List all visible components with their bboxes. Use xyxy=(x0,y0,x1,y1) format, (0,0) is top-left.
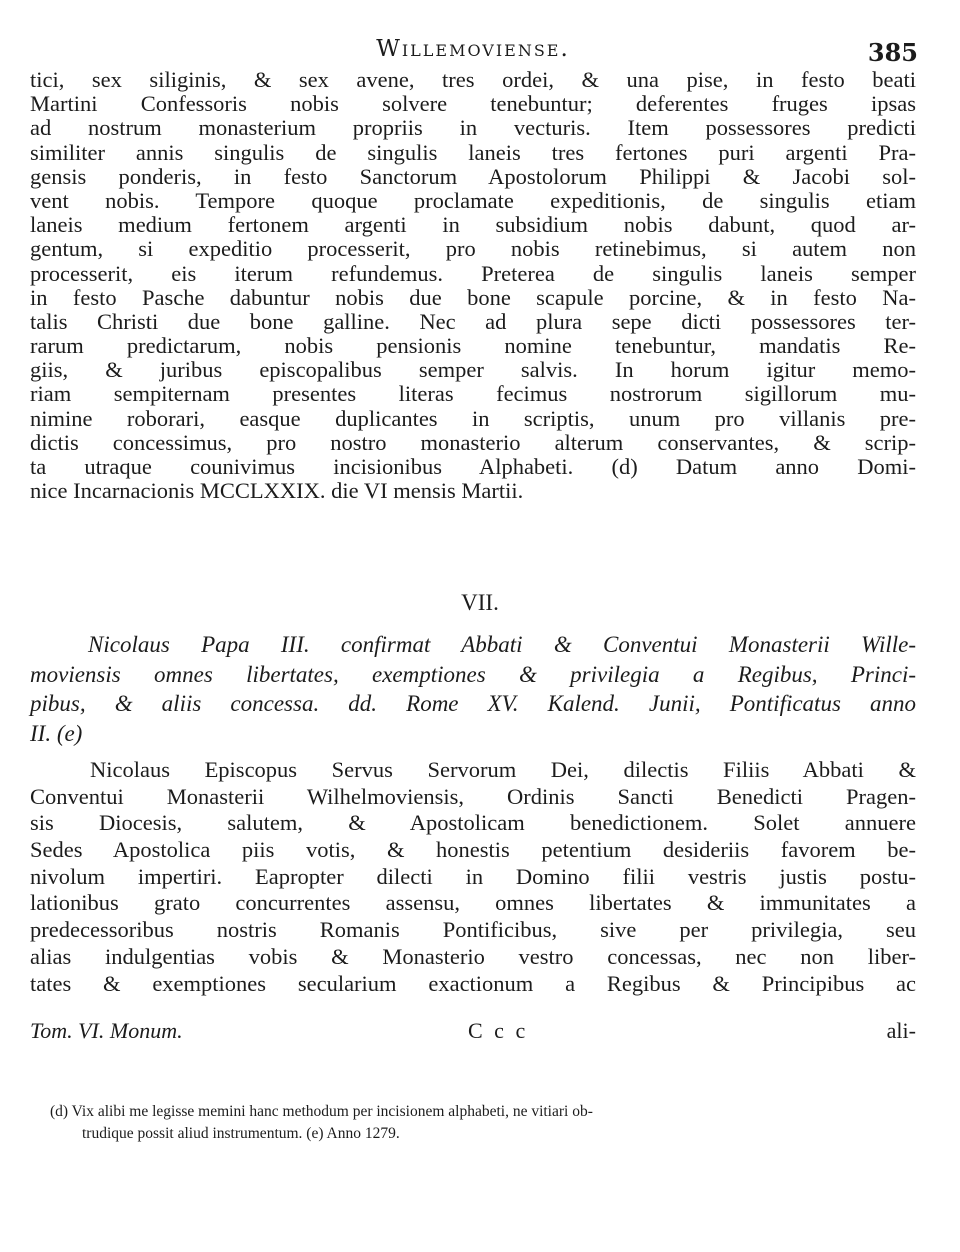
page-number: 385 xyxy=(867,38,918,67)
summary-line: II. (e) xyxy=(30,720,83,746)
summary-line: pibus, & aliis concessa. dd. Rome XV. Kalend. Junii, Pontificatus anno xyxy=(30,691,916,716)
text-line: lationibus grato concurrentes assensu, omnes libertates & immunitates a xyxy=(30,890,916,916)
papal-letter-text xyxy=(30,757,916,997)
summary-line: Nicolaus Papa III. confirmat Abbati & Conventui Monasterii Wille- xyxy=(88,632,916,657)
text-line: nivolum impertiri. Eapropter dilecti in Domino filii vestris justis postu- xyxy=(30,863,916,889)
text-line: Sedes Apostolica piis votis, & honestis petentium desideriis favorem be- xyxy=(30,837,916,863)
footnotes xyxy=(50,1101,916,1145)
text-line: tates & exemptiones secularium exactionum a Regibus & Principibus ac xyxy=(30,970,916,996)
text-line: alias indulgentias vobis & Monasterio vestro concessas, nec non liber- xyxy=(30,943,916,969)
text-line: vent nobis. Tempore quoque proclamate expeditionis, de singulis etiam xyxy=(30,187,916,213)
text-line: ad nostrum monasterium propriis in vecturis. Item possessores predicti xyxy=(30,115,916,141)
text-line: Nicolaus Episcopus Servus Servorum Dei, dilectis Filiis Abbati & xyxy=(90,757,916,782)
footnote-line: trudique possit aliud instrumentum. (e) Anno 1279. xyxy=(82,1125,400,1142)
text-line: gentum, si expeditio processerit, pro nobis retinebimus, si autem non xyxy=(30,236,916,262)
section-number: VII. xyxy=(461,590,499,615)
text-line: predecessoribus nostris Romanis Pontificibus, sive per privilegia, seu xyxy=(30,917,916,943)
text-line: in festo Pasche dabuntur nobis due bone scapule porcine, & in festo Na- xyxy=(30,284,916,310)
page-header xyxy=(28,30,918,70)
text-line: riam sempiternam presentes literas fecimus nostrorum sigillorum mu- xyxy=(30,381,916,407)
text-line: gensis ponderis, in festo Sanctorum Apostolorum Philippi & Jacobi sol- xyxy=(30,163,916,189)
charter-text-continuation xyxy=(30,68,916,503)
text-line: rarum predictarum, nobis pensionis nomine tenebuntur, mandatis Re- xyxy=(30,333,916,359)
text-line: laneis medium fertonem argenti in subsidium nobis dabunt, quod ar- xyxy=(30,212,916,238)
volume-signature: Tom. VI. Monum. xyxy=(30,1018,183,1043)
text-line: nice Incarnacionis MCCLXXIX. die VI mensis Martii. xyxy=(30,478,524,504)
catchword: ali- xyxy=(886,1018,916,1043)
text-line: ta utraque counivimus incisionibus Alphabeti. (d) Datum anno Domi- xyxy=(30,454,916,479)
text-line: Conventui Monasterii Wilhelmoviensis, Ordinis Sancti Benedicti Pragen- xyxy=(30,783,916,809)
document-summary xyxy=(30,630,916,748)
text-line: sis Diocesis, salutem, & Apostolicam benedictionem. Solet annuere xyxy=(30,810,916,836)
text-line: Martini Confessoris nobis solvere tenebuntur; deferentes fruges ipsas xyxy=(30,91,916,117)
text-line: talis Christi due bone galline. Nec ad plura sepe dicti possessores ter- xyxy=(30,308,916,334)
text-line: processerit, eis iterum refundemus. Preterea de singulis laneis semper xyxy=(30,260,916,286)
page-footer xyxy=(30,1018,916,1048)
text-line: giis, & juribus episcopalibus semper salvis. In horum igitur memo- xyxy=(30,357,916,383)
text-line: nimine roborari, easque duplicantes in scriptis, unum pro villanis pre- xyxy=(30,405,916,431)
summary-line: moviensis omnes libertates, exemptiones & privilegia a Regibus, Princi- xyxy=(30,661,916,687)
text-line: tici, sex siliginis, & sex avene, tres ordei, & una pise, in festo beati xyxy=(30,67,916,92)
text-line: similiter annis singulis de singulis laneis tres fertones puri argenti Pra- xyxy=(30,139,916,165)
gathering-mark: C c c xyxy=(468,1018,529,1043)
running-head: Willemoviense. xyxy=(376,36,570,62)
text-line: dictis concessimus, pro nostro monasterio alterum conservantes, & scrip- xyxy=(30,429,916,455)
footnote-line: (d) Vix alibi me legisse memini hanc methodum per incisionem alphabeti, ne vitiari ob- xyxy=(50,1103,593,1120)
